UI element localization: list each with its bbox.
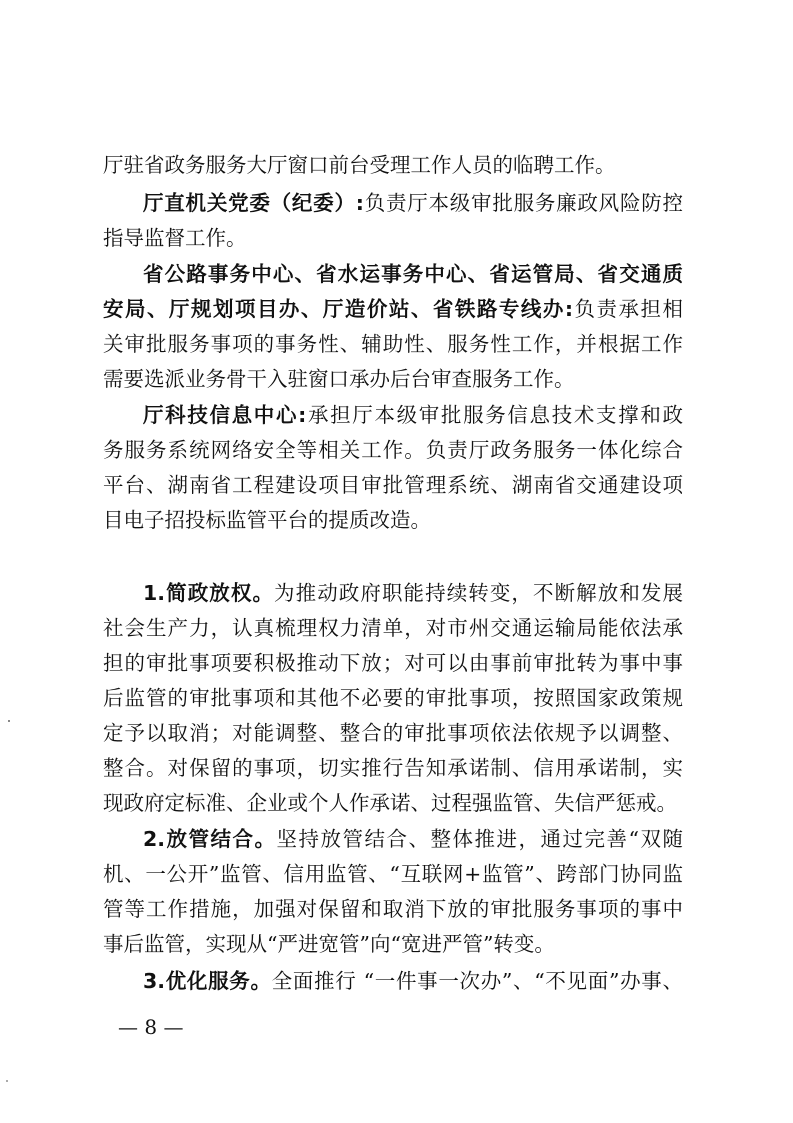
text-line: 厅驻省政务服务大厅窗口前台受理工作人员的临聘工作。 — [103, 153, 616, 177]
paragraph-line — [143, 398, 683, 432]
section-label: 1.简政放权。 — [143, 581, 275, 605]
text-line: 承担厅本级审批服务信息技术支撑和政 — [306, 403, 683, 427]
text-line: 务服务系统网络安全等相关工作。负责厅政务服务一体化综合 — [103, 438, 683, 462]
text-line: 定予以取消；对能调整、整合的审批事项依法依规予以调整、 — [103, 721, 683, 745]
paragraph-line — [143, 964, 683, 998]
paragraph-line — [103, 786, 683, 820]
paragraph-line — [143, 186, 683, 220]
text-line: 平台、湖南省工程建设项目审批管理系统、湖南省交通建设项 — [103, 473, 683, 497]
paragraph-line — [103, 468, 683, 502]
text-line: 现政府定标准、企业或个人作承诺、过程强监管、失信严惩戒。 — [103, 791, 677, 815]
paragraph-line — [103, 503, 683, 537]
text-line: 担的审批事项要积极推动下放；对可以由事前审批转为事中事 — [103, 651, 683, 675]
text-line: 需要选派业务骨干入驻窗口承办后台审查服务工作。 — [103, 367, 575, 391]
text-line: 关审批服务事项的事务性、辅助性、服务性工作，并根据工作 — [103, 332, 683, 356]
paragraph-line — [103, 327, 683, 361]
paragraph-line — [103, 857, 683, 891]
section-label: 2.放管结合。 — [143, 827, 277, 851]
paragraph-line — [103, 148, 683, 182]
text-line: 负责厅本级审批服务廉政风险防控 — [363, 191, 683, 215]
text-line: 坚持放管结合、整体推进，通过完善“双随 — [276, 827, 683, 851]
paragraph-line — [103, 927, 683, 961]
text-line: 管等工作措施，加强对保留和取消下放的审批服务事项的事中 — [103, 897, 683, 921]
paragraph-line — [103, 362, 683, 396]
paragraph-line — [103, 892, 683, 926]
text-line: 事后监管，实现从“严进宽管”向“宽进严管”转变。 — [103, 932, 555, 956]
text-line: 社会生产力，认真梳理权力清单，对市州交通运输局能依法承 — [103, 616, 683, 640]
scan-speck — [8, 720, 10, 722]
section-label: 厅科技信息中心: — [143, 403, 307, 427]
text-line: 为推动政府职能持续转变，不断解放和发展 — [274, 581, 683, 605]
paragraph-line — [103, 292, 683, 326]
scan-speck — [6, 1080, 8, 1082]
paragraph-line — [103, 433, 683, 467]
paragraph-line — [103, 646, 683, 680]
text-line: 指导监督工作。 — [103, 226, 247, 250]
text-line: 负责承担相 — [573, 297, 683, 321]
paragraph-line — [143, 822, 683, 856]
paragraph-line — [103, 751, 683, 785]
section-label: 3.优化服务。 — [143, 969, 272, 993]
text-line: 整合。对保留的事项，切实推行告知承诺制、信用承诺制，实 — [103, 756, 683, 780]
text-line: 目电子招投标监管平台的提质改造。 — [103, 508, 431, 532]
paragraph-line — [143, 576, 683, 610]
section-heading — [146, 540, 683, 574]
paragraph-line — [103, 221, 683, 255]
page-number: — 8 — — [118, 1015, 184, 1039]
section-label: 安局、厅规划项目办、厅造价站、省铁路专线办: — [103, 297, 574, 321]
section-label: 厅直机关党委（纪委）: — [143, 191, 364, 215]
text-line: 后监管的审批事项和其他不必要的审批事项，按照国家政策规 — [103, 686, 683, 710]
section-label: 省公路事务中心、省水运事务中心、省运管局、省交通质 — [143, 262, 683, 286]
paragraph-line — [143, 257, 683, 291]
text-line: 全面推行 “一件事一次办”、“不见面”办事、 — [271, 969, 683, 993]
paragraph-line — [103, 681, 683, 715]
text-line: 机、一公开”监管、信用监管、“互联网+监管”、跨部门协同监 — [103, 862, 683, 886]
paragraph-line — [103, 611, 683, 645]
paragraph-line — [103, 716, 683, 750]
